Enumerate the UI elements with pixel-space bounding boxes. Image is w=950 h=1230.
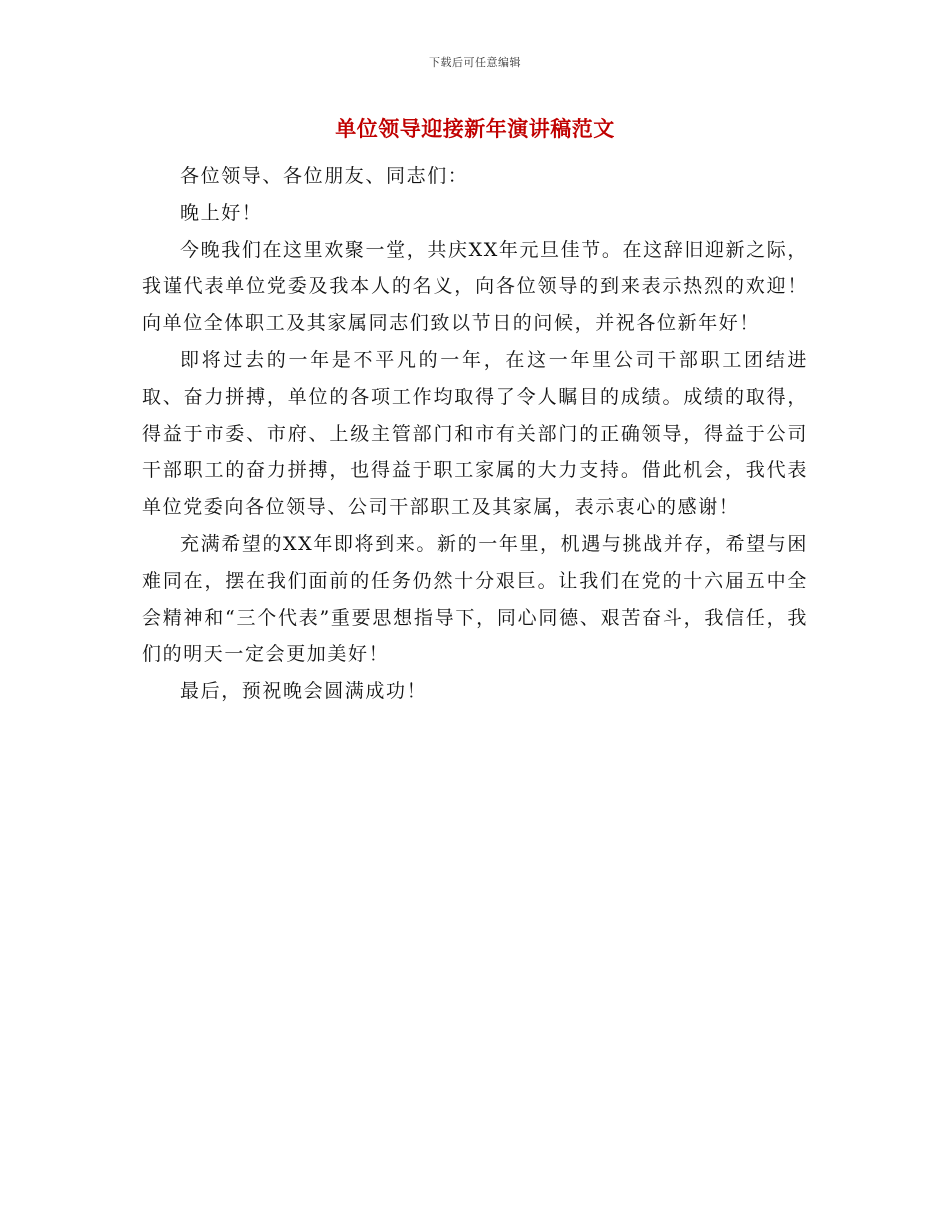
paragraph-outlook: 充满希望的XX年即将到来。新的一年里，机遇与挑战并存，希望与困难同在，摆在我们面前的任务仍然十分艰巨。让我们在党的十六届五中全会精神和“三个代表”重要思想指导下，同心同德、艰苦奋斗，我信任，我们的明天一定会更加美好！ [142,532,808,666]
header-note: 下载后可任意编辑 [429,56,521,69]
paragraph-review: 即将过去的一年是不平凡的一年，在这一年里公司干部职工团结进取、奋力拼搏，单位的各项工作均取得了令人瞩目的成绩。成绩的取得，得益于市委、市府、上级主管部门和市有关部门的正确领导，得益于公司干部职工的奋力拼搏，也得益于职工家属的大力支持。借此机会，我代表单位党委向各位领导、公司干部职工及其家属，表示衷心的感谢！ [142,348,808,519]
document-body [142,158,808,710]
document-title: 单位领导迎接新年演讲稿范文 [335,116,615,141]
paragraph-welcome: 今晚我们在这里欢聚一堂，共庆XX年元旦佳节。在这辞旧迎新之际，我谨代表单位党委及我本人的名义，向各位领导的到来表示热烈的欢迎！向单位全体职工及其家属同志们致以节日的问候，并祝各位新年好！ [142,238,808,335]
paragraph-salutation: 各位领导、各位朋友、同志们： [180,165,469,187]
paragraph-greeting: 晚上好！ [180,201,263,224]
paragraph-closing: 最后，预祝晚会圆满成功！ [180,680,428,703]
